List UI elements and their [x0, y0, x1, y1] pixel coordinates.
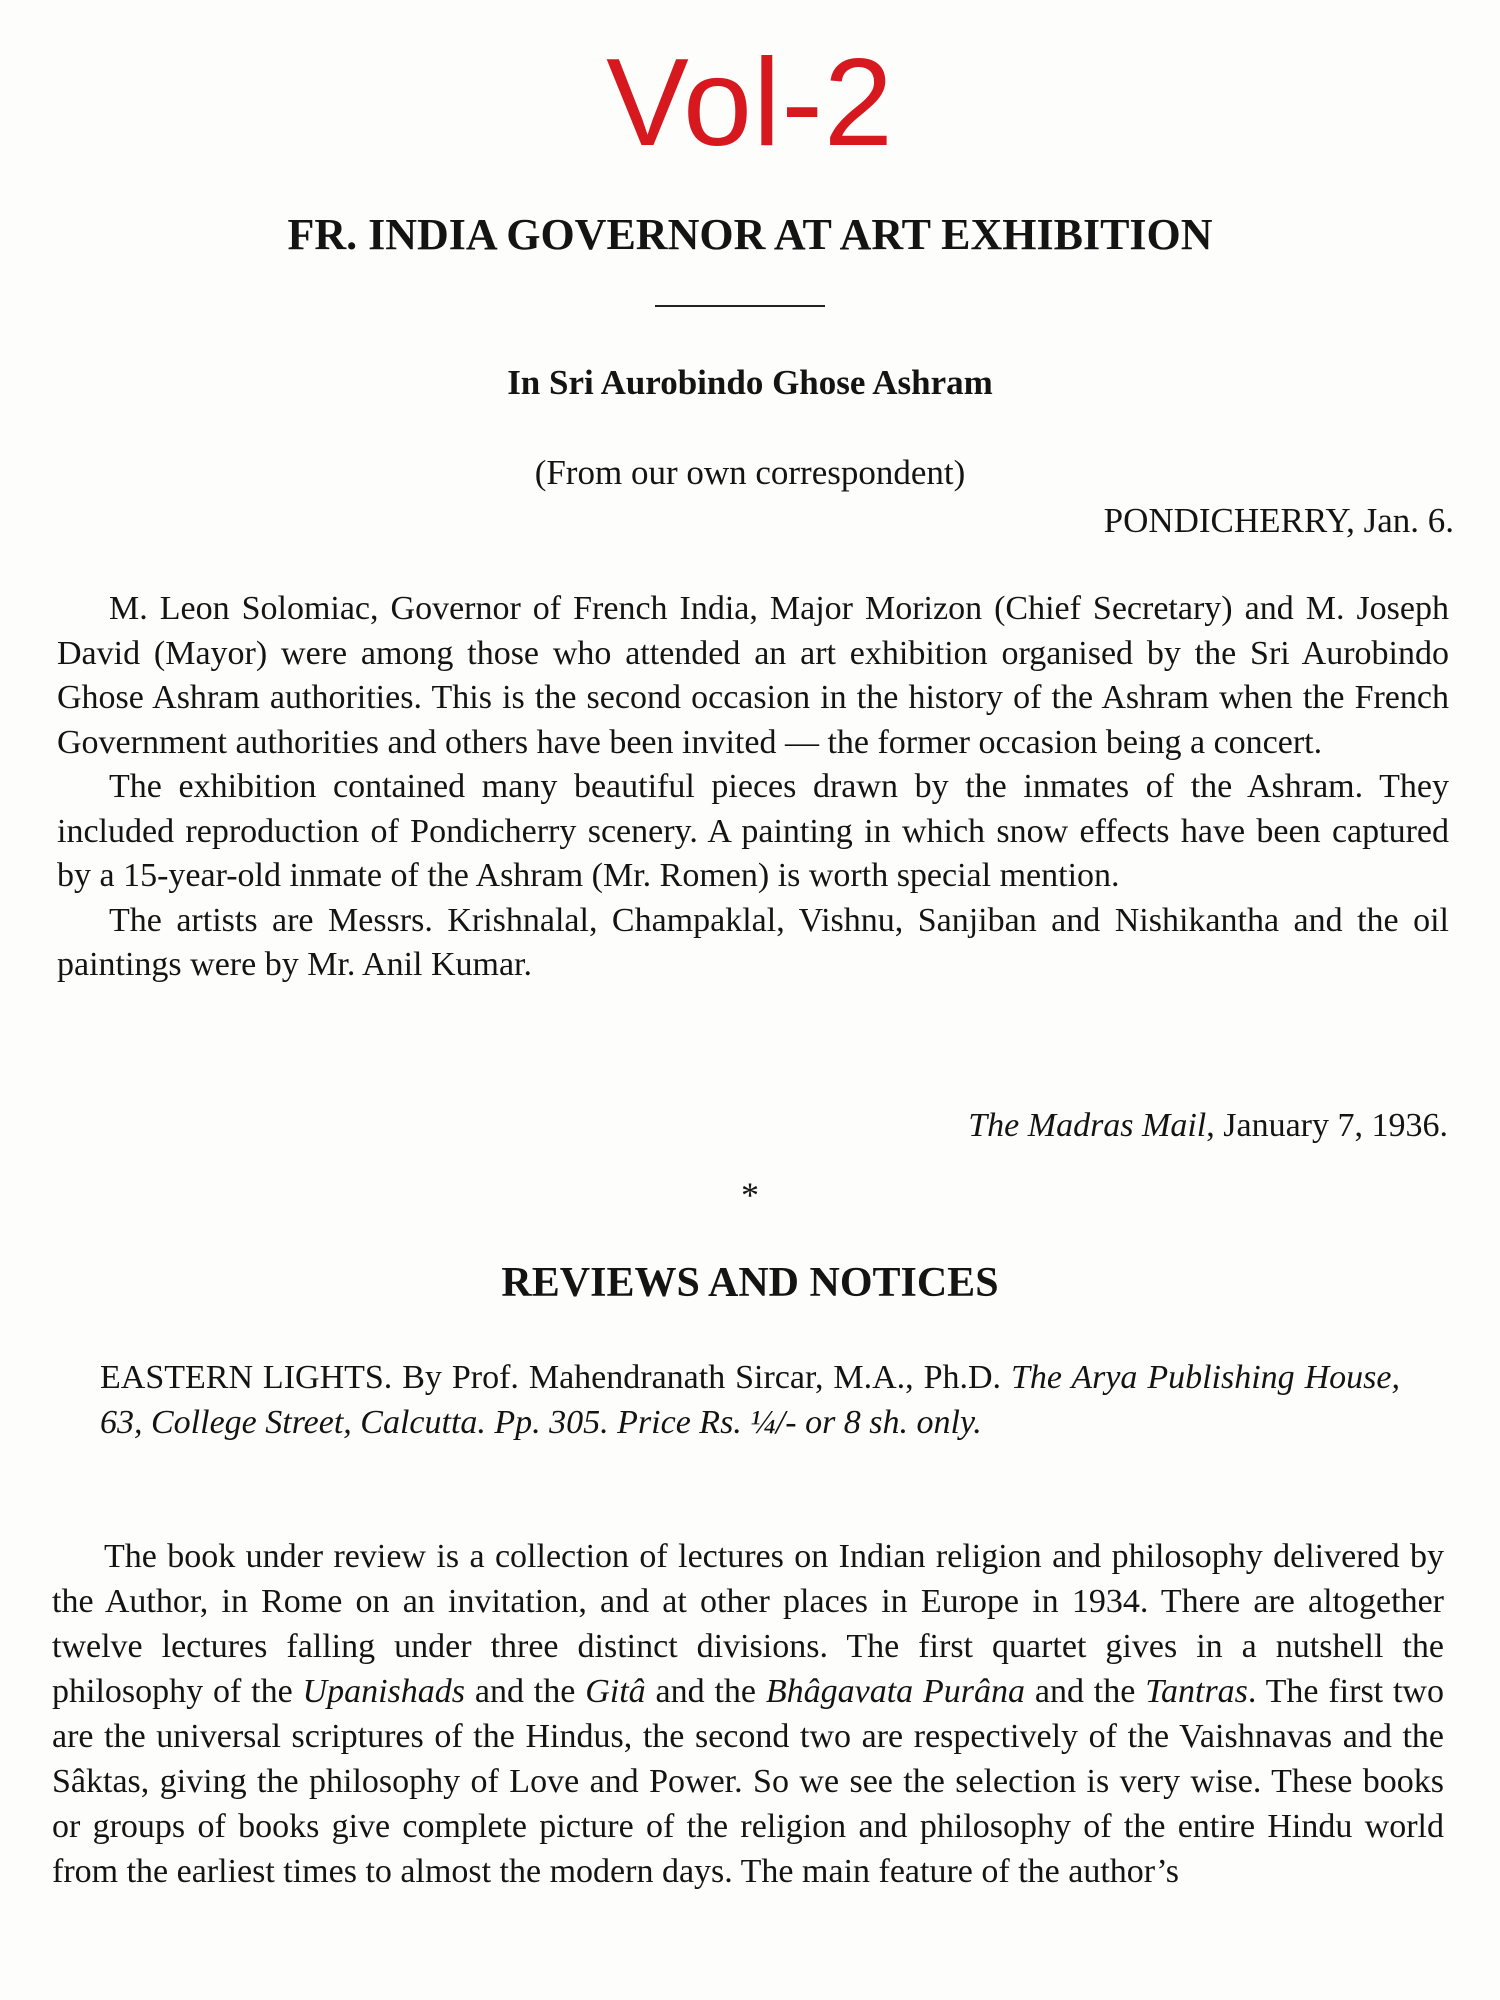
title-divider	[655, 305, 825, 307]
article-body	[57, 587, 1449, 988]
book-publisher: The Arya Publishing House, 63, College Street, Calcutta. Pp. 305. Price Rs. ¼/- or 8 sh. only.	[100, 1359, 1400, 1441]
reviews-heading: REVIEWS AND NOTICES	[501, 1260, 999, 1306]
book-entry	[100, 1355, 1400, 1445]
book-title-author: EASTERN LIGHTS. By Prof. Mahendranath Sircar, M.A., Ph.D.	[100, 1359, 1002, 1396]
volume-label: Vol-2	[606, 34, 894, 172]
article-paragraph: M. Leon Solomiac, Governor of French India, Major Morizon (Chief Secretary) and M. Joseph David (Mayor) were among those who attended an art exhibition organised by the Sri Aurobindo Ghose Ashram authorities. This is the second occasion in the history of the Ashram when the French Government authorities and others have been invited — the former occasion being a concert.	[57, 590, 1449, 761]
article-title: FR. INDIA GOVERNOR AT ART EXHIBITION	[287, 210, 1213, 259]
article-dateline: PONDICHERRY, Jan. 6.	[1103, 501, 1454, 540]
article-subtitle: In Sri Aurobindo Ghose Ashram	[507, 363, 993, 402]
review-body	[52, 1534, 1444, 1894]
review-text: The book under review is a collection of lectures on Indian religion and philosophy delivered by the Author, in Rome on an invitation, and at other places in Europe in 1934. There are altogether twelve lectures falling under three distinct divisions. The first quartet gives in a nutshell the philosophy of the	[52, 1538, 1444, 1710]
review-italic: Gitâ	[585, 1673, 646, 1710]
review-italic: Upanishads	[302, 1673, 466, 1710]
review-italic: Bhâgavata Purâna	[765, 1673, 1026, 1710]
article-source	[968, 1105, 1448, 1147]
article-paragraph: The artists are Messrs. Krishnalal, Champaklal, Vishnu, Sanjiban and Nishikantha and the oil paintings were by Mr. Anil Kumar.	[57, 901, 1449, 983]
source-date: , January 7, 1936.	[1206, 1107, 1448, 1144]
article-byline: (From our own correspondent)	[534, 453, 966, 492]
article-paragraph: The exhibition contained many beautiful pieces drawn by the inmates of the Ashram. They included reproduction of Pondicherry scenery. A painting in which snow effects have been captured by a 15-year-old inmate of the Ashram (Mr. Romen) is worth special mention.	[57, 768, 1449, 894]
section-separator: *	[741, 1175, 759, 1215]
review-text: and the	[465, 1673, 586, 1710]
review-text: and the	[645, 1673, 766, 1710]
review-paragraph	[52, 1534, 1444, 1894]
review-text: and the	[1025, 1673, 1146, 1710]
review-italic: Tantras	[1145, 1673, 1248, 1710]
source-publication: The Madras Mail	[968, 1107, 1207, 1144]
review-text: . The first two are the universal scriptures of the Hindus, the second two are respectively of the Vaishnavas and the Sâktas, giving the philosophy of Love and Power. So we see the selection is very wise. These books or groups of books give complete picture of the religion and philosophy of the entire Hindu world from the earliest times to almost the modern days. The main feature of the author’s	[52, 1673, 1444, 1890]
